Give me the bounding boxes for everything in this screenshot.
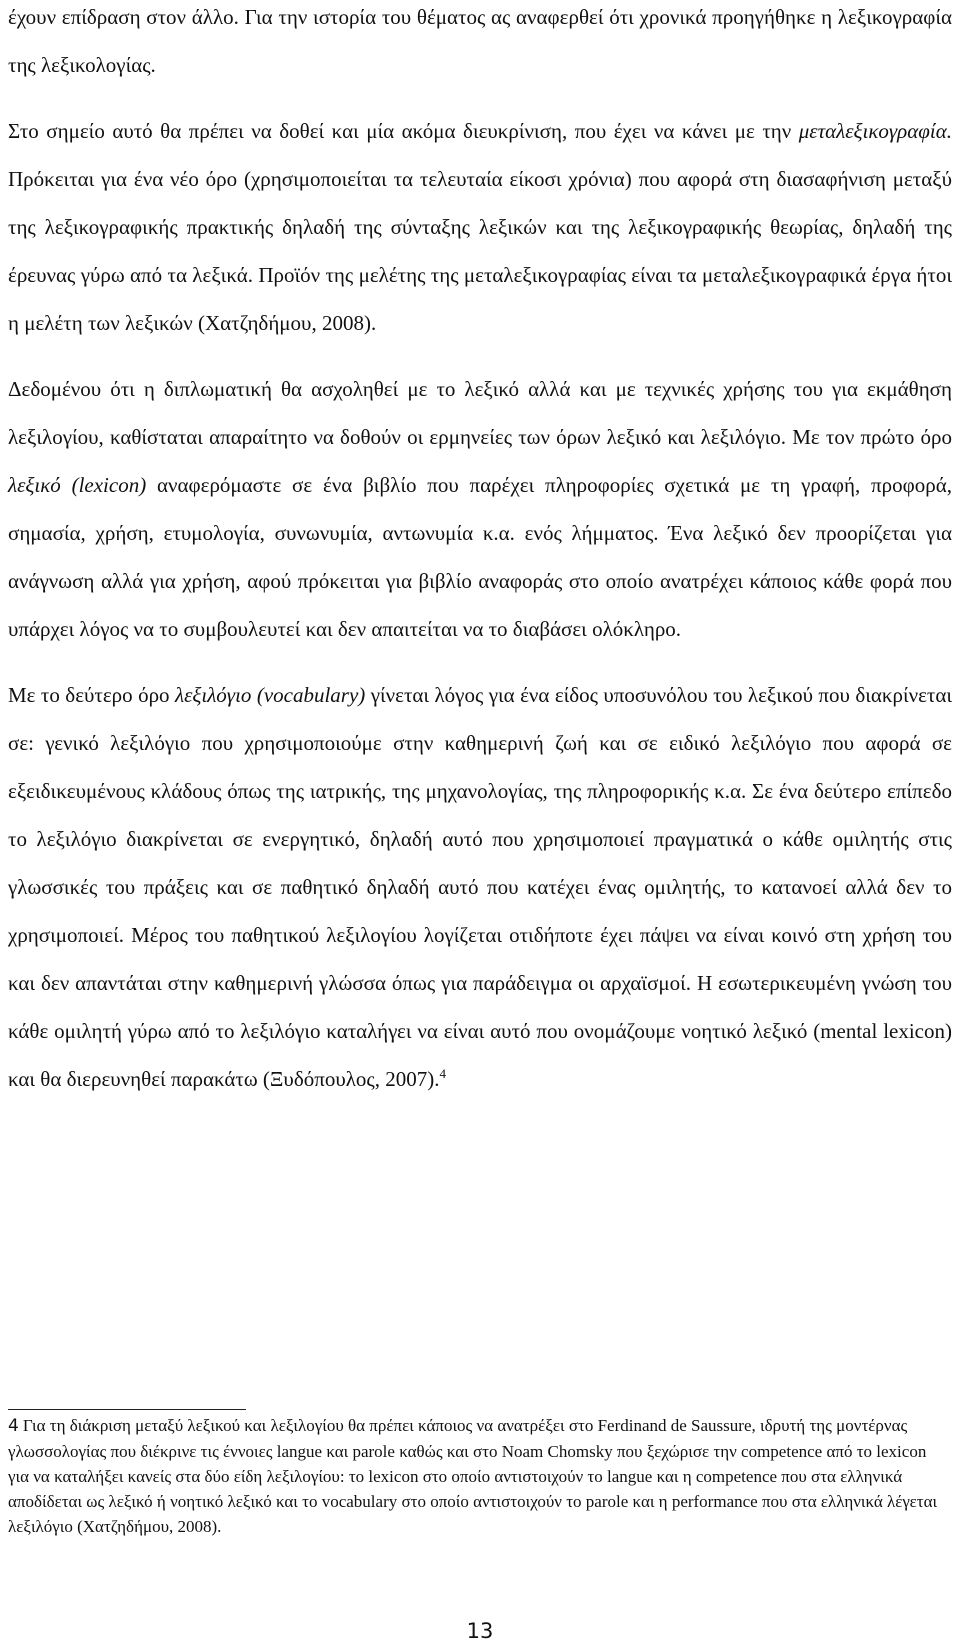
paragraph-4-text-start: Με το δεύτερο όρο — [8, 683, 175, 707]
footnote — [8, 1413, 944, 1539]
paragraph-4-text-end: γίνεται λόγος για ένα είδος υποσυνόλου του λεξικού που διακρίνεται σε: γενικό λεξιλόγιο που χρησιμοποιούμε στην καθημερινή ζωή και σε ειδικό λεξιλόγιο που αφορά σε εξειδικευμένους κλάδους όπως της ιατρικής, της μηχανολογίας, της πληροφορικής κ.α. Σε ένα δεύτερο επίπεδο το λεξιλόγιο διακρίνεται σε ενεργητικό, δηλαδή αυτό που χρησιμοποιεί πραγματικά ο κάθε ομιλητής στις γλωσσικές του πράξεις και σε παθητικό δηλαδή αυτό που κατέχει ένας ομιλητής, το κατανοεί αλλά δεν το χρησιμοποιεί. Μέρος του παθητικού λεξιλογίου λογίζεται οτιδήποτε έχει πάψει να είναι κοινό στη χρήση του και δεν απαντάται στην καθημερινή γλώσσα όπως για παράδειγμα οι αρχαϊσμοί. Η εσωτερικευμένη γνώση του κάθε ομιλητή γύρω από το λεξιλόγιο καταλήγει να είναι αυτό που ονομάζουμε νοητικό λεξικό (mental lexicon) και θα διερευνηθεί παρακάτω (Ξυδόπουλος, 2007). — [8, 683, 952, 1091]
paragraph-1 — [8, 0, 952, 89]
footnote-text: Για τη διάκριση μεταξύ λεξικού και λεξιλογίου θα πρέπει κάποιος να ανατρέξει στο Ferdinand de Saussure, ιδρυτή της μοντέρνας γλωσσολογίας που διέκρινε τις έννοιες langue και parole καθώς και στο Noam Chomsky που ξεχώρισε την competence από το lexicon για να καταλήξει κανείς στα δύο είδη λεξιλογίου: το lexicon στο οποίο αντιστοιχούν το langue και η competence που στα ελληνικά αποδίδεται ως λεξικό ή νοητικό λεξικό και το vocabulary στο οποίο αντιστοιχούν το parole και η performance που στα ελληνικά λέγεται λεξιλόγιο (Χατζηδήμου, 2008). — [8, 1416, 938, 1536]
paragraph-4 — [8, 671, 952, 1103]
paragraph-3-text-start: Δεδομένου ότι η διπλωματική θα ασχοληθεί με το λεξικό αλλά και με τεχνικές χρήσης του για εκμάθηση λεξιλογίου, καθίσταται απαραίτητο να δοθούν οι ερμηνείες των όρων λεξικό και λεξιλόγιο. Με τον πρώτο όρο — [8, 377, 952, 449]
paragraph-3 — [8, 365, 952, 653]
footnote-reference[interactable]: 4 — [439, 1066, 446, 1081]
page-number: 13 — [466, 1619, 494, 1643]
term-vocabulary: λεξιλόγιο (vocabulary) — [175, 683, 366, 707]
term-metalexicography: μεταλεξικογραφία. — [798, 119, 952, 143]
paragraph-2-text-start: Στο σημείο αυτό θα πρέπει να δοθεί και μία ακόμα διευκρίνιση, που έχει να κάνει με την — [8, 119, 799, 143]
footnote-number: 4 — [8, 1416, 19, 1436]
paragraph-2-text-end: Πρόκειται για ένα νέο όρο (χρησιμοποιείται τα τελευταία είκοσι χρόνια) που αφορά στη διασαφήνιση μεταξύ της λεξικογραφικής πρακτικής δηλαδή της σύνταξης λεξικών και της λεξικογραφικής θεωρίας, δηλαδή της έρευνας γύρω από τα λεξικά. Προϊόν της μελέτης της μεταλεξικογραφίας είναι τα μεταλεξικογραφικά έργα ήτοι η μελέτη των λεξικών (Χατζηδήμου, 2008). — [8, 167, 952, 335]
body-text — [8, 0, 952, 1103]
term-lexicon: λεξικό (lexicon) — [8, 473, 147, 497]
paragraph-1-text: έχουν επίδραση στον άλλο. Για την ιστορία του θέματος ας αναφερθεί ότι χρονικά προηγήθηκε η λεξικογραφία της λεξικολογίας. — [8, 5, 952, 77]
paragraph-3-text-end: αναφερόμαστε σε ένα βιβλίο που παρέχει πληροφορίες σχετικά με τη γραφή, προφορά, σημασία, χρήση, ετυμολογία, συνωνυμία, αντωνυμία κ.α. ενός λήμματος. Ένα λεξικό δεν προορίζεται για ανάγνωση αλλά για χρήση, αφού πρόκειται για βιβλίο αναφοράς στο οποίο ανατρέχει κάποιος κάθε φορά που υπάρχει λόγος να το συμβουλευτεί και δεν απαιτείται να το διαβάσει ολόκληρο. — [8, 473, 952, 641]
paragraph-2 — [8, 107, 952, 347]
footnote-separator — [8, 1409, 246, 1410]
